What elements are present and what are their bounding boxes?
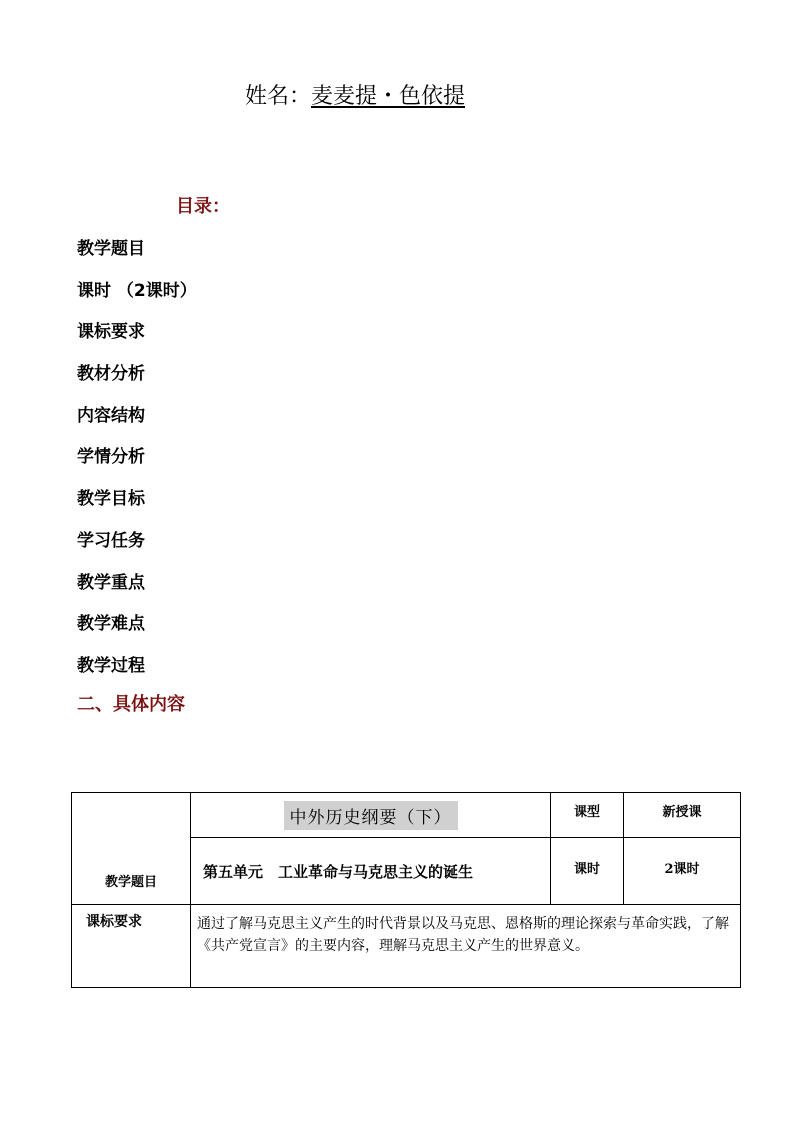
topic-label-cell: [72, 793, 191, 905]
toc-item-standard: 课标要求: [77, 322, 145, 343]
unit-title: 第五单元 工业革命与马克思主义的诞生: [203, 862, 474, 881]
type-label-cell: [551, 793, 624, 838]
hours-label: 课时: [573, 862, 600, 877]
unit-title-cell: [191, 838, 551, 905]
standard-label: 课标要求: [86, 914, 142, 930]
section-two-title: 二、具体内容: [77, 694, 185, 715]
table-of-contents: [77, 236, 197, 695]
topic-label: 教学题目: [104, 875, 157, 890]
standard-label-cell: [72, 905, 191, 988]
lesson-info-table: [71, 792, 741, 988]
hours-value-cell: [624, 838, 741, 905]
course-title-cell: [191, 793, 551, 838]
toc-item-teaching-goals: 教学目标: [77, 489, 145, 510]
type-label: 课型: [573, 805, 600, 820]
type-value-cell: [624, 793, 741, 838]
standard-text-cell: [191, 905, 741, 988]
toc-heading: 目录：: [176, 196, 230, 217]
toc-item-difficult-points: 教学难点: [77, 614, 145, 635]
toc-item-textbook-analysis: 教材分析: [77, 364, 145, 385]
toc-item-teaching-process: 教学过程: [77, 655, 145, 676]
toc-item-key-points: 教学重点: [77, 572, 145, 593]
standard-text: 通过了解马克思主义产生的时代背景以及马克思、恩格斯的理论探索与革命实践，了解《共产党宣言》的主要内容，理解马克思主义产生的世界意义。: [197, 916, 729, 954]
toc-item-learning-tasks: 学习任务: [77, 530, 145, 551]
toc-item-hours: 课时 （2课时）: [77, 280, 197, 301]
type-value: 新授课: [662, 805, 702, 820]
name-label: 姓名：: [245, 84, 312, 109]
name-value: 麦麦提・色依提: [311, 84, 466, 109]
toc-item-learner-analysis: 学情分析: [77, 447, 145, 468]
author-name-line: [245, 82, 465, 112]
toc-item-topic: 教学题目: [77, 239, 145, 259]
hours-label-cell: [551, 838, 624, 905]
course-title: 中外历史纲要（下）: [284, 801, 458, 830]
hours-value: 2课时: [664, 862, 700, 877]
toc-item-content-structure: 内容结构: [77, 405, 145, 426]
